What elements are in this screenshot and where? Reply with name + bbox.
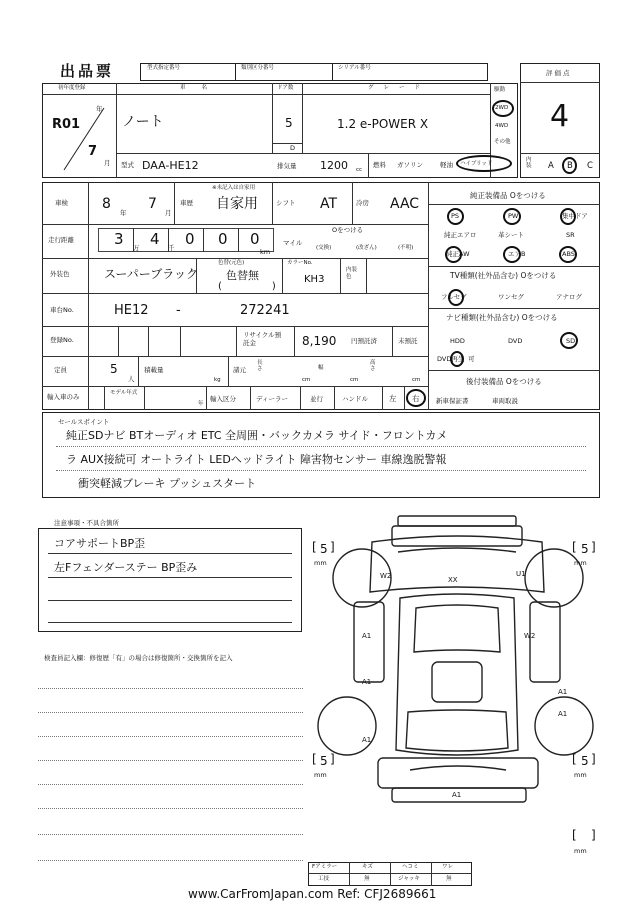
legend-cell: ワレ (442, 864, 454, 870)
color-change-value: 色替無 (226, 269, 259, 282)
equip-item: エアB (508, 250, 526, 258)
meter-swap: (交換) (316, 245, 332, 251)
interior-c: C (587, 161, 593, 171)
navi-circle (560, 332, 578, 349)
interior-circle (562, 157, 577, 174)
drive-4wd: 4WD (495, 123, 509, 129)
grade-value: 1.2 e-POWER X (337, 117, 429, 131)
equip-circle (559, 246, 577, 263)
navi-item: HDD (450, 337, 465, 345)
length-label: 長さ (257, 360, 263, 372)
mileage-digit: 3 (114, 230, 124, 248)
year-unit: 年 (120, 209, 127, 217)
tv-item: アナログ (556, 293, 582, 301)
note-line: 左Fフェンダーステー BP歪み (54, 561, 198, 574)
mileage-digit: 0 (185, 230, 195, 248)
tread-unit: mm (314, 771, 327, 779)
damage-mark: W2 (524, 632, 536, 640)
doors-label: ドア数 (277, 85, 294, 91)
color-code-value: KH3 (304, 274, 325, 285)
interior-color-label: 内装色 (346, 267, 358, 280)
chassis-number: 272241 (240, 303, 290, 318)
chassis-dash: - (176, 303, 181, 318)
model-designation-label: 型式指定番号 (147, 65, 181, 71)
fuel-label: 燃料 (373, 161, 386, 169)
drive-2wd: 2WD (495, 105, 509, 111)
legend-cell: ヘコミ (402, 864, 419, 870)
first-reg-label: 初年度登録 (58, 85, 86, 91)
doors-value: 5 (285, 116, 293, 130)
meter-unknown: (不明) (398, 245, 414, 251)
meter-hint: Oをつける (332, 226, 364, 234)
ac-value: AAC (390, 196, 420, 212)
equip-item: 純正エアロ (444, 231, 477, 239)
damage-mark: A1 (558, 688, 568, 696)
mileage-digit: 0 (218, 230, 228, 248)
tread-value: 5 (320, 542, 328, 556)
note-line: コアサポートBP歪 (54, 537, 146, 550)
color-label: 外装色 (50, 270, 70, 278)
car-diagram (312, 512, 608, 842)
legend-cell: 無 (446, 876, 452, 882)
aftermarket-item: 新車保証書 (436, 397, 469, 405)
tread-value: 5 (320, 754, 328, 768)
chassis-prefix: HE12 (114, 303, 149, 318)
form-title: 出品票 (60, 62, 115, 80)
equip-item: 集中ドア (562, 212, 588, 220)
legend-cell: ジャッキ (398, 876, 420, 882)
usage-label: 車歴 (180, 199, 193, 207)
interior-a: A (548, 161, 554, 171)
category-label: 類別区分番号 (241, 65, 275, 71)
era-year: R01 (52, 117, 81, 132)
model-year-label: モデル年式 (110, 390, 138, 396)
legend-cell: 無 (364, 876, 370, 882)
grade-label: グレード (368, 85, 431, 91)
aftermarket-title: 後付装備品 Oをつける (466, 377, 542, 386)
width-label: 幅 (318, 365, 324, 371)
dim-label: 諸元 (233, 366, 246, 374)
tv-title: TV種類(社外品含む) Oをつける (450, 271, 557, 280)
interior-b: B (567, 161, 573, 171)
cm-unit: cm (350, 377, 359, 383)
door-suffix: D (290, 144, 296, 152)
navi-item: DVD (508, 337, 523, 345)
tread-value: 5 (581, 754, 589, 768)
damage-mark: A1 (362, 736, 372, 744)
fuel-gas: ガソリン (397, 161, 423, 169)
shaken-month: 7 (148, 196, 157, 212)
mileage-digit: 0 (250, 230, 260, 248)
shift-value: AT (320, 196, 338, 212)
first-reg-month: 7 (88, 144, 98, 159)
tread-unit: mm (574, 847, 587, 855)
interior-label: 内装 (526, 157, 532, 169)
name-label: 車名 (180, 85, 224, 91)
inspector-label: 検査員記入欄：修復歴「有」の場合は修復箇所・交換箇所を記入 (44, 654, 233, 662)
tread-unit: mm (574, 559, 587, 567)
month-label: 月 (104, 159, 111, 167)
legend-cell: Fアミラー (312, 864, 338, 870)
damage-mark: A1 (362, 678, 372, 686)
notes-label: 注意事項・不具合箇所 (54, 519, 119, 527)
tv-item: フルセグ (441, 293, 467, 301)
month-unit: 月 (165, 209, 172, 217)
model-code: DAA-HE12 (142, 159, 199, 172)
equip-item: SR (566, 231, 575, 239)
handle-label: ハンドル (342, 395, 368, 403)
usage-value: 自家用 (216, 196, 258, 212)
hybrid-circle (456, 155, 512, 172)
cc-unit: cc (356, 167, 363, 173)
damage-mark: A1 (362, 632, 372, 640)
drive-circle (492, 100, 514, 117)
dvd-item: DVD再生 (437, 355, 465, 363)
equip-circle (560, 208, 576, 225)
sales-point-line: 純正SDナビ BTオーディオ ETC 全周囲・バックカメラ サイド・フロントカメ (66, 429, 448, 442)
recycle-paid: 円預託済 (351, 337, 377, 345)
person-unit: 人 (128, 375, 135, 383)
sen-unit: 千 (168, 244, 175, 252)
color-change-label: 色替(元色) (218, 260, 245, 266)
dvd-item: 可 (468, 355, 475, 363)
chassis-label: 車台No. (50, 306, 74, 314)
color-value: スーパーブラック (104, 267, 198, 281)
shift-label: シフト (276, 199, 296, 207)
height-label: 高さ (370, 360, 376, 372)
tv-circle (448, 289, 464, 306)
vehicle-name: ノート (122, 114, 164, 130)
shaken-year: 8 (102, 196, 111, 212)
legend-cell: 工技 (318, 876, 330, 882)
dealer-option: ディーラー (256, 395, 288, 403)
model-label: 型式 (121, 161, 134, 169)
equipment-title: 純正装備品 Oをつける (470, 191, 546, 200)
legend-cell: キズ (362, 864, 373, 870)
equip-item: 純正AW (446, 250, 470, 258)
evaluation-score: 4 (550, 99, 570, 134)
man-unit: 万 (133, 244, 140, 252)
drive-other: その他 (494, 139, 511, 145)
navi-title: ナビ種類(社外品含む) Oをつける (446, 313, 558, 322)
evaluation-label: 評価点 (546, 69, 572, 77)
damage-mark: U1 (516, 570, 526, 578)
kg-unit: kg (214, 377, 221, 383)
damage-mark: A1 (452, 791, 462, 799)
navi-item: SD (566, 337, 576, 345)
serial-label: シリアル番号 (338, 65, 371, 71)
equip-circle (445, 246, 462, 263)
color-code-label: カラーNo. (287, 260, 313, 266)
tread-unit: mm (314, 559, 327, 567)
equip-item: ABS (562, 250, 575, 258)
mile-label: マイル (283, 239, 303, 247)
handle-circle (406, 389, 426, 407)
recycle-unpaid: 未預託 (398, 337, 418, 345)
mileage-digit: 4 (150, 230, 160, 248)
year-unit: 年 (198, 401, 204, 407)
capacity-label: 定員 (54, 366, 67, 374)
cm-unit: cm (412, 377, 421, 383)
parallel-option: 並行 (310, 395, 323, 403)
sales-points-label: セールスポイント (58, 418, 110, 426)
equip-circle (447, 208, 464, 225)
equip-item: 革シート (498, 231, 524, 239)
aftermarket-item: 車両取説 (492, 397, 518, 405)
fuel-diesel: 軽油 (440, 161, 453, 169)
ac-label: 冷房 (356, 199, 369, 207)
dvd-circle (450, 351, 464, 367)
mileage-label: 走行距離 (48, 236, 74, 244)
reg-label: 登録No. (50, 336, 74, 344)
equip-circle (503, 208, 521, 225)
handle-left: 左 (389, 394, 397, 403)
shaken-label: 車検 (55, 199, 68, 207)
damage-mark: A1 (558, 710, 568, 718)
import-label: 輸入車のみ (47, 393, 80, 401)
equip-item: PW (508, 212, 519, 220)
import-cat-label: 輸入区分 (210, 395, 236, 403)
sales-point-line: ラ AUX接続可 オートライト LEDヘッドライト 障害物センサー 車線逸脱警報 (66, 453, 447, 466)
handle-right: 右 (412, 394, 420, 403)
recycle-label: リサイクル預託金 (243, 331, 282, 348)
fuel-hybrid: ハイブリッド (460, 161, 493, 167)
sales-point-line: 衝突軽減ブレーキ プッシュスタート (78, 477, 257, 490)
note-unreg: ※未記入は自家用 (212, 185, 256, 191)
tread-value: 5 (581, 542, 589, 556)
year-label: 年 (96, 105, 103, 113)
damage-mark: W2 (380, 572, 392, 580)
equip-item: PS (451, 212, 460, 220)
tv-item: ワンセグ (498, 293, 524, 301)
displacement-value: 1200 (320, 159, 348, 172)
km-unit: km (260, 248, 271, 256)
watermark: www.CarFromJapan.com Ref: CFJ2689661 (188, 887, 437, 901)
tread-unit: mm (574, 771, 587, 779)
drive-label: 駆動 (494, 87, 506, 93)
meter-rollback: (改ざん) (356, 245, 377, 251)
cm-unit: cm (302, 377, 311, 383)
recycle-amount: 8,190 (302, 334, 337, 348)
load-label: 積載量 (144, 366, 164, 374)
displacement-label: 排気量 (277, 162, 297, 170)
capacity-value: 5 (110, 362, 118, 376)
damage-mark: XX (448, 576, 458, 584)
equip-circle (503, 246, 521, 263)
